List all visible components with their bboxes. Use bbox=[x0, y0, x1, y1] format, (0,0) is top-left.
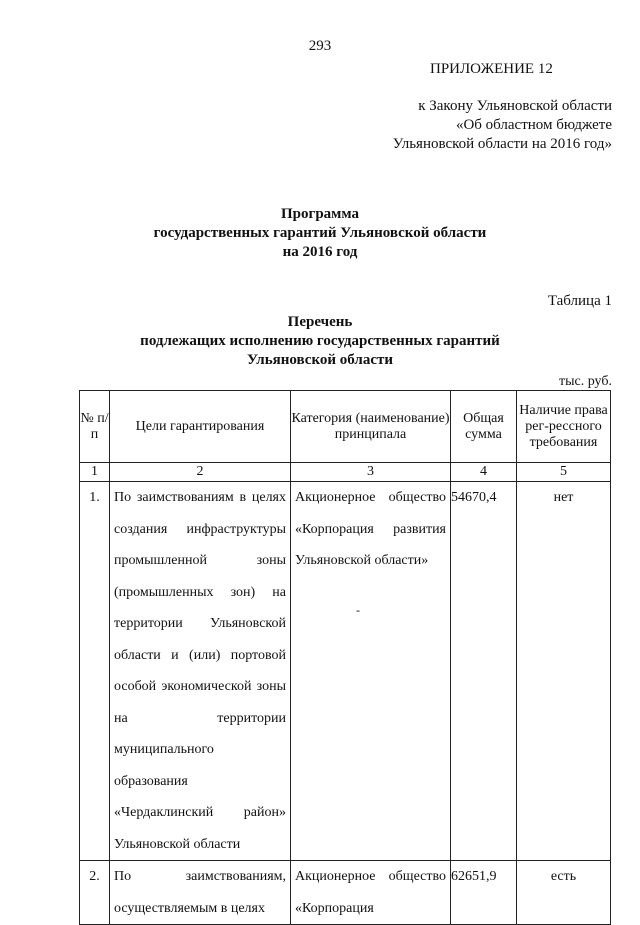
list-title-line: Ульяновской области bbox=[246, 352, 394, 368]
column-number: 2 bbox=[110, 463, 291, 482]
list-title-line: подлежащих исполнению государственных гарантий bbox=[140, 333, 500, 349]
header-amount: Общая сумма bbox=[451, 391, 517, 463]
header-number: № п/п bbox=[80, 391, 110, 463]
row-amount: 54670,4 bbox=[451, 482, 517, 861]
row-purpose: По заимствованиям, осуществляемым в целях bbox=[114, 869, 286, 916]
header-purpose: Цели гарантирования bbox=[110, 391, 291, 463]
column-number: 4 bbox=[451, 463, 517, 482]
appendix-label: ПРИЛОЖЕНИЕ 12 bbox=[430, 61, 553, 77]
header-principal: Категория (наименование) принципала bbox=[291, 391, 451, 463]
row-purpose: По заимствованиям в целях создания инфраструктуры промышленной зоны (промышленных зон) на территории Ульяновской области и (или) портовой особой экономической зоны на территории муниципального образования «Чердаклинский район» Ульяновской области bbox=[114, 490, 286, 852]
program-title-line: Программа bbox=[281, 206, 359, 222]
row-recourse: нет bbox=[517, 482, 611, 861]
table-row bbox=[80, 482, 611, 861]
page-number: 293 bbox=[308, 38, 332, 54]
column-number: 1 bbox=[80, 463, 110, 482]
program-title-line: государственных гарантий Ульяновской области bbox=[153, 225, 487, 241]
table-header-row bbox=[80, 391, 611, 463]
row-recourse: есть bbox=[517, 861, 611, 925]
row-principal: Акционерное общество «Корпорация bbox=[295, 869, 446, 916]
table-label: Таблица 1 bbox=[547, 293, 612, 309]
row-amount: 62651,9 bbox=[451, 861, 517, 925]
program-title-line: на 2016 год bbox=[282, 244, 358, 260]
column-number: 3 bbox=[291, 463, 451, 482]
column-number: 5 bbox=[517, 463, 611, 482]
list-title-line: Перечень bbox=[287, 314, 353, 330]
law-reference-line: «Об областном бюджете bbox=[455, 117, 612, 133]
row-principal: Акционерное общество «Корпорация развития Ульяновской области» bbox=[295, 490, 446, 568]
law-reference-line: к Закону Ульяновской области bbox=[418, 98, 612, 114]
table-row bbox=[80, 861, 611, 925]
column-number-row bbox=[80, 463, 611, 482]
row-number: 2. bbox=[80, 861, 110, 925]
guarantees-table bbox=[79, 390, 611, 925]
stray-mark: - bbox=[356, 603, 360, 617]
header-recourse: Наличие права рег-рессного требования bbox=[517, 391, 611, 463]
law-reference-line: Ульяновской области на 2016 год» bbox=[392, 136, 612, 152]
currency-unit: тыс. руб. bbox=[559, 374, 612, 389]
row-number: 1. bbox=[80, 482, 110, 861]
